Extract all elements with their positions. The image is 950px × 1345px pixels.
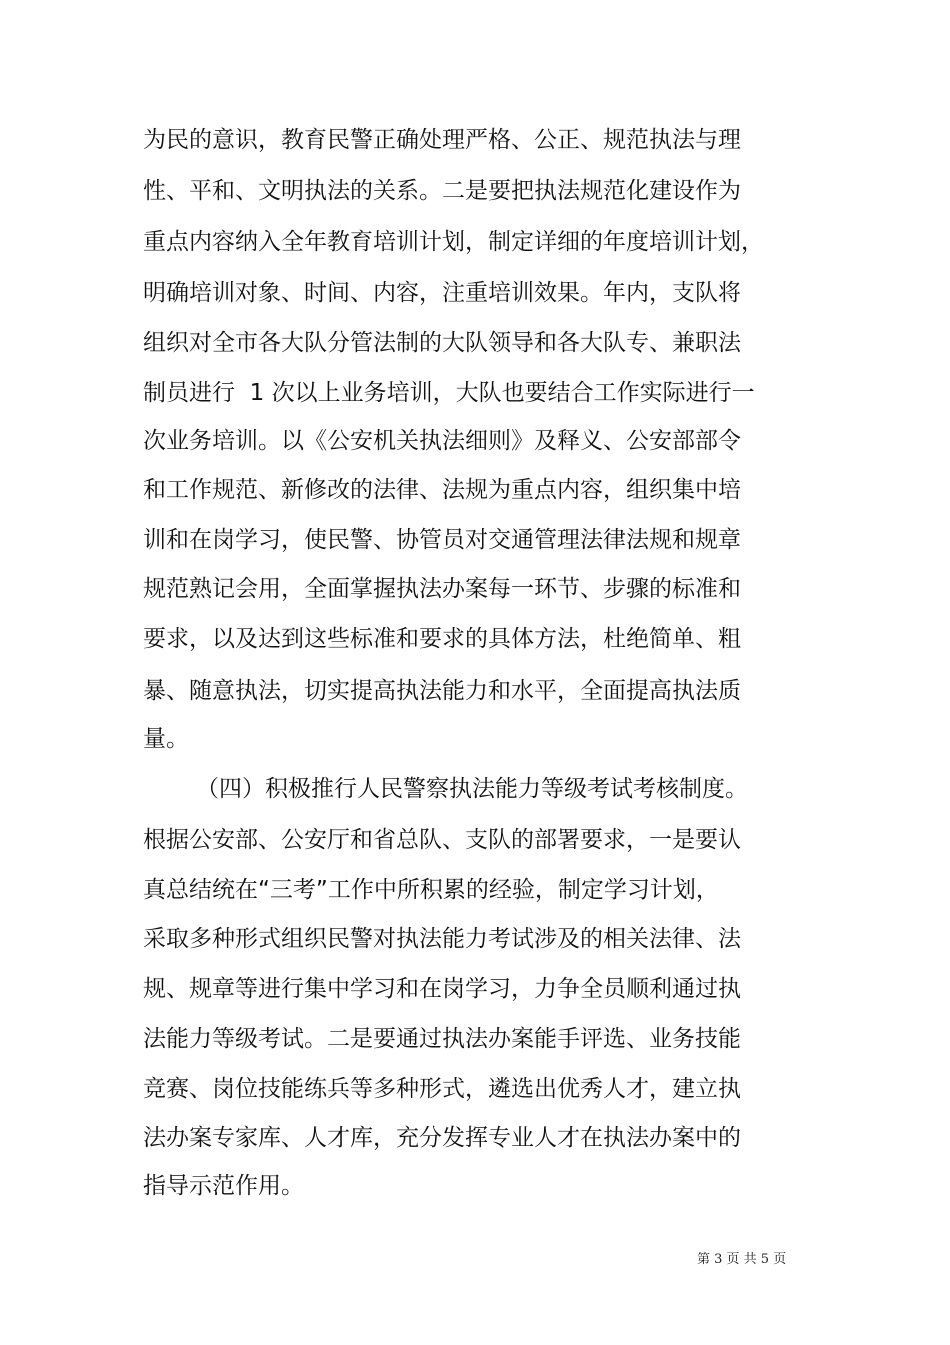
- text-line: 性、平和、文明执法的关系。二是要把执法规范化建设作为: [143, 178, 741, 204]
- text-line: 规、规章等进行集中学习和在岗学习，力争全员顺利通过执: [143, 976, 741, 1002]
- text-line: 采取多种形式组织民警对执法能力考试涉及的相关法律、法: [143, 926, 741, 952]
- text-line: 制员进行 1 次以上业务培训，大队也要结合工作实际进行一: [143, 380, 755, 406]
- section-heading-line: （四）积极推行人民警察执法能力等级考试考核制度。: [196, 776, 748, 802]
- text-line: 组织对全市各大队分管法制的大队领导和各大队专、兼职法: [143, 330, 741, 356]
- text-line: 真总结统在“三考”工作中所积累的经验，制定学习计划，: [143, 877, 719, 903]
- text-line: 指导示范作用。: [143, 1173, 304, 1199]
- text-line: 为民的意识，教育民警正确处理严格、公正、规范执法与理: [143, 127, 741, 153]
- text-line: 训和在岗学习，使民警、协管员对交通管理法律法规和规章: [143, 527, 741, 553]
- text-line: 根据公安部、公安厅和省总队、支队的部署要求，一是要认: [143, 827, 741, 853]
- page-number-footer: 第 3 页 共 5 页: [697, 1252, 787, 1267]
- text-line: 明确培训对象、时间、内容，注重培训效果。年内，支队将: [143, 280, 741, 306]
- text-line: 和工作规范、新修改的法律、法规为重点内容，组织集中培: [143, 477, 741, 503]
- text-line: 规范熟记会用，全面掌握执法办案每一环节、步骤的标准和: [143, 576, 741, 602]
- text-line: 法能力等级考试。二是要通过执法办案能手评选、业务技能: [143, 1026, 741, 1052]
- text-line: 竞赛、岗位技能练兵等多种形式，遴选出优秀人才，建立执: [143, 1076, 741, 1102]
- text-line: 量。: [143, 726, 189, 752]
- text-line: 次业务培训。以《公安机关执法细则》及释义、公安部部令: [143, 428, 741, 454]
- text-line: 重点内容纳入全年教育培训计划，制定详细的年度培训计划，: [143, 229, 764, 255]
- text-line: 要求，以及达到这些标准和要求的具体方法，杜绝简单、粗: [143, 626, 741, 652]
- text-line: 法办案专家库、人才库，充分发挥专业人才在执法办案中的: [143, 1125, 741, 1151]
- text-line: 暴、随意执法，切实提高执法能力和水平，全面提高执法质: [143, 678, 741, 704]
